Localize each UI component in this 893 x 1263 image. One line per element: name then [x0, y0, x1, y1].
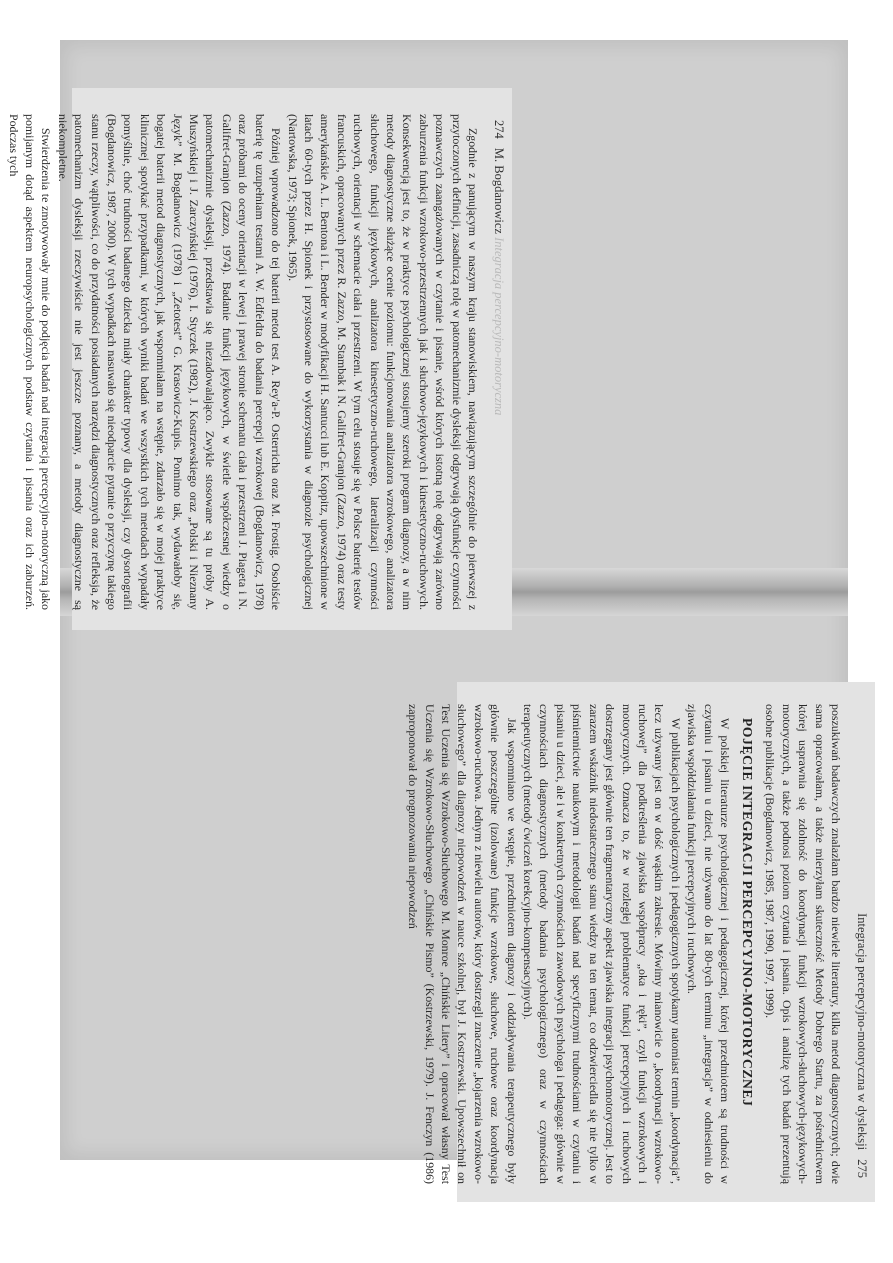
running-head-right — [854, 704, 869, 1184]
page-274 — [6, 88, 512, 630]
running-head-author: M. Bogdanowicz — [492, 147, 506, 234]
running-head-left — [491, 114, 506, 610]
running-head-title: Integracja percepcyjno-motoryczna w dysleksji — [855, 913, 869, 1151]
page-275 — [406, 682, 875, 1202]
page-number-left: 274 — [492, 120, 506, 139]
body-paragraph: Później wprowadzono do tej baterii metod test A. Rey'a-P. Osterricha oraz M. Frostig. Osobiście baterię tę uzupełniam testami A. W. Edfeldta do badania percepcji wzrokowej (Bogdanowicz, 1978) oraz próbami do oceny orientacji w lewej i prawej stronie schematu ciała i przestrzeni J. Piageta i N. Galifret-Granjon (Zazzo, 1974). Badanie funkcji językowych, w świetle współczesnej wiedzy o patomechanizmie dysleksji, przedstawia się niezadowalająco. Zwykle stosowane są tu próby A. Muszyńskiej i J. Zarczyńskiej (1976), I. Styczek (1982), J. Kostrzewskiego oraz „Polski i Nieznany Język” M. Bogdanowicz (1978) i „Zetotest” G. Krasowicz-Kupis. Pomimo tak, wydawałoby się, bogatej baterii metod diagnostycznych, jak wspomniałam na wstępie, zdarzało się w mojej praktyce klinicznej spotykać przypadkami, w których wyniki badań we wszystkich tych metodach wypadały pomyślnie, choć trudności badanego dziecka miały charakter typowy dla dysleksji, czy dysortografii (Bogdanowicz, 1987, 2000). W tych wypadkach nasuwało się nieodparcie pytanie o przyczynę takiego stanu rzeczy, wątpliwości, co do przydatności posiadanych narzędzi diagnostycznych oraz refleksja, że patomechanizm dysleksji rzeczywiście nie jest jeszcze poznany, a metody diagnostyczne są niekompletne. — [55, 114, 284, 610]
book-spread-photo — [6, 40, 869, 1184]
body-paragraph: W publikacjach psychologicznych i pedagogicznych spotykamy natomiast termin „koordynacja”, lecz używany jest on w dość wąskim zakresie. Mówimy mianowicie o „koordynacji wzrokowo-ruchowej” dla podkreślenia zjawiska współpracy „oka i ręki”, czyli funkcji wzrokowych i motorycznych. Oznacza to, że w rozległej problematyce funkcji percepcyjnych i ruchowych dostrzegany jest głównie ten fragmentaryczny aspekt zjawiska integracji psychomotorycznej. Jest to zarazem wskaźnik niedostatecznego stanu wiedzy na ten temat, co odzwierciedla się nie tylko w piśmiennictwie naukowym i metodologii badań nad specyficznymi trudnościami w czytaniu i pisaniu u dzieci, ale i w konkretnych czynnościach zawodowych psychologa i pedagoga: głównie w czynnościach diagnostycznych (metody badania psychologicznego) oraz w czynnościach terapeutycznych (metody ćwiczeń korekcyjno-kompensacyjnych). — [521, 704, 683, 1184]
running-head-faint-text: Integracja percepcyjno-motoryczna — [492, 237, 506, 416]
body-paragraph: Zgodnie z panującym w naszym kraju stanowiskiem, nawiązującym szczególnie do pierwszej z przytoczonych definicji, zasadniczą rolę w patomechanizmie dysleksji odgrywają dysfunkcje czynności poznawczych zaangażowanych w czytanie i pisanie, wśród których istotną rolę odgrywają zarówno zaburzenia funkcji wzrokowo-przestrzennych jak i słuchowo-językowych i kinestetyczno-ruchowych. Konsekwencją jest to, że w praktyce psychologicznej stosujemy szeroki program diagnozy, a w nim metody diagnostyczne służące ocenie poziomu: funkcjonowania analizatora wzrokowego, analizatora słuchowego, funkcji językowych, analizatora kinestetyczno-ruchowego, lateralizacji czynności ruchowych, orientacji w schemacie ciała i przestrzeni. W tym celu stosuje się w Polsce baterię testów francuskich, opracowanych przez R. Zazzo, M. Stambak i N. Galifret-Granjon (Zazzo, 1974) oraz testy amerykańskie A. L. Bentona i L. Bender w modyfikacji H. Santucci lub E. Koppitz, upowszechnione w latach 60-tych przez H. Spionek i przystosowane do wykorzystania w diagnozie psychologicznej (Nartowska, 1973; Spionek, 1965). — [285, 114, 480, 610]
body-paragraph: Jak wspomniano we wstępie, przedmiotem diagnozy i oddziaływania terapeutycznego były głównie poszczególne (izolowane) funkcje wzrokowe, słuchowe, ruchowe oraz koordynacja wzrokowo-ruchowa. Jednym z niewielu autorów, który dostrzegli znaczenie „kojarzenia wzrokowo-słuchowego” dla diagnozy niepowodzeń w nauce szkolnej, był J. Kostrzewski. Upowszechnił on Test Uczenia się Wzrokowo-Słuchowego M. Monroe „Chińskie Litery” i opracował własny Test Uczenia się Wzrokowo-Słuchowego „Chińskie Pismo” (Kostrzewski, 1979). J. Fenczyn (1986) zaproponował do prognozowania niepowodzeń — [406, 704, 519, 1184]
section-heading: POJĘCIE INTEGRACJI PERCEPCYJNO-MOTORYCZNEJ — [739, 718, 755, 1107]
body-paragraph-continued: poszukiwań badawczych znalazłam bardzo niewiele literatury, kilka metod diagnostycznych; dwie sama opracowałam, a także mierzyłam skuteczność Metody Dobrego Startu, za pośrednictwem której usprawnia się zdolność do koordynacji funkcji wzrokowych-słuchowych-językowych-motorycznych, a także podnosi poziom czytania i pisania. Opis i analizę tych badań prezentują osobne publikacje (Bogdanowicz, 1985, 1987, 1990, 1997, 1999). — [763, 704, 843, 1184]
page-number-right: 275 — [855, 1159, 869, 1178]
body-paragraph: Stwierdzenia te zmotywowały mnie do podjęcia badań nad integracją percepcyjno-motoryczną jako pomijanym dotąd aspektem neuropsychologicznych podstaw czytania i pisania oraz ich zaburzeń. Podczas tych — [6, 114, 54, 610]
body-paragraph: W polskiej literaturze psychologicznej i pedagogicznej, której przedmiotem są trudności w czytaniu i pisaniu u dzieci, nie używano do lat 80-tych terminu „integracja” w odniesieniu do zjawiska współdziałania funkcji percepcyjnych i ruchowych. — [685, 704, 732, 1184]
